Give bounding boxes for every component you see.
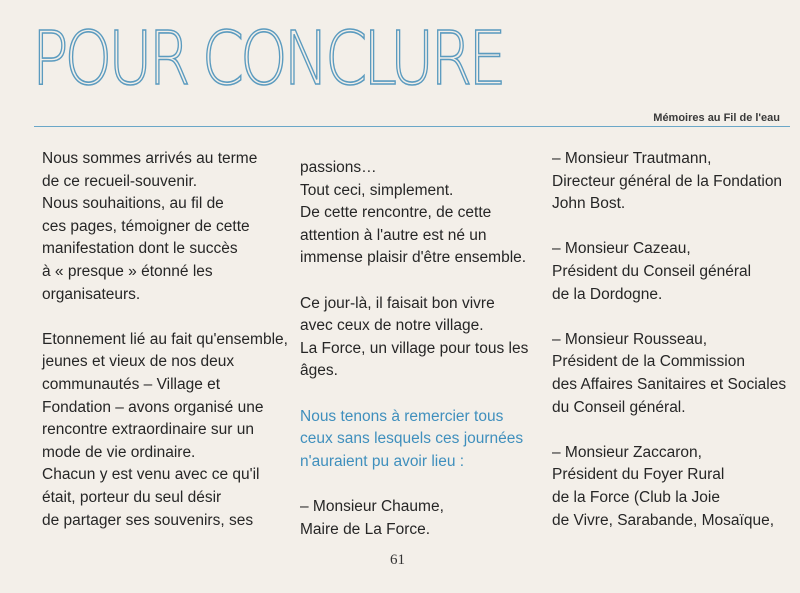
text-line: jeunes et vieux de nos deux: [42, 353, 235, 371]
text-line: à « presque » étonné les: [42, 262, 213, 280]
text-line: Président du Foyer Rural: [552, 466, 725, 484]
text-line: de Vivre, Sarabande, Mosaïque,: [552, 511, 775, 529]
paragraph: [552, 329, 792, 419]
text-line: Maire de La Force.: [300, 520, 431, 538]
text-line: n'auraient pu avoir lieu :: [300, 452, 465, 470]
text-line: Président de la Commission: [552, 353, 745, 371]
text-line: de ce recueil-souvenir.: [42, 172, 198, 190]
text-column-3: [552, 148, 792, 555]
text-line: passions…: [300, 159, 377, 176]
text-line: du Conseil général.: [552, 398, 686, 416]
text-line: Tout ceci, simplement.: [300, 181, 454, 199]
text-line: Nous tenons à remercier tous: [300, 407, 504, 425]
header-divider: [34, 126, 790, 127]
text-line: Nous souhaitions, au fil de: [42, 195, 224, 213]
paragraph: [552, 442, 792, 532]
text-line: rencontre extraordinaire sur un: [42, 421, 254, 439]
page-number: 61: [390, 552, 405, 568]
text-column-2: [300, 157, 530, 564]
section-subtitle: Mémoires au Fil de l'eau: [653, 112, 780, 124]
paragraph: [42, 329, 288, 532]
text-line: Président du Conseil général: [552, 262, 752, 280]
text-line: – Monsieur Trautmann,: [552, 150, 712, 167]
text-line: De cette rencontre, de cette: [300, 204, 492, 222]
paragraph: [42, 148, 282, 306]
text-line: organisateurs.: [42, 285, 141, 303]
text-line: Fondation – avons organisé une: [42, 398, 264, 416]
text-line: Chacun y est venu avec ce qu'il: [42, 466, 260, 484]
text-line: de partager ses souvenirs, ses: [42, 511, 254, 529]
text-line: avec ceux de notre village.: [300, 317, 484, 335]
text-line: des Affaires Sanitaires et Sociales: [552, 375, 787, 393]
acknowledgement-intro: [300, 406, 530, 474]
text-line: – Monsieur Zaccaron,: [552, 443, 702, 461]
paragraph: [552, 148, 792, 216]
text-line: ces pages, témoigner de cette: [42, 217, 250, 235]
text-line: Nous sommes arrivés au terme: [42, 150, 258, 167]
text-line: Ce jour-là, il faisait bon vivre: [300, 294, 495, 312]
text-line: communautés – Village et: [42, 375, 221, 393]
text-column-1: [42, 148, 288, 555]
text-line: – Monsieur Chaume,: [300, 497, 444, 515]
text-line: – Monsieur Rousseau,: [552, 330, 708, 348]
text-line: John Bost.: [552, 195, 626, 213]
text-line: manifestation dont le succès: [42, 240, 238, 258]
text-line: de la Force (Club la Joie: [552, 488, 720, 506]
paragraph: [300, 496, 530, 541]
text-line: âges.: [300, 362, 338, 380]
page-title: POUR CONCLURE: [32, 16, 503, 102]
paragraph: [300, 157, 530, 270]
text-line: mode de vie ordinaire.: [42, 443, 196, 461]
text-line: – Monsieur Cazeau,: [552, 240, 691, 258]
text-line: de la Dordogne.: [552, 285, 663, 303]
text-line: attention à l'autre est né un: [300, 226, 487, 244]
text-line: immense plaisir d'être ensemble.: [300, 249, 527, 267]
paragraph: [552, 238, 792, 306]
text-line: ceux sans lesquels ces journées: [300, 430, 524, 448]
text-line: Directeur général de la Fondation: [552, 172, 783, 190]
text-line: Etonnement lié au fait qu'ensemble,: [42, 330, 288, 348]
text-line: La Force, un village pour tous les: [300, 339, 529, 357]
paragraph: [300, 293, 530, 383]
text-line: était, porteur du seul désir: [42, 488, 222, 506]
